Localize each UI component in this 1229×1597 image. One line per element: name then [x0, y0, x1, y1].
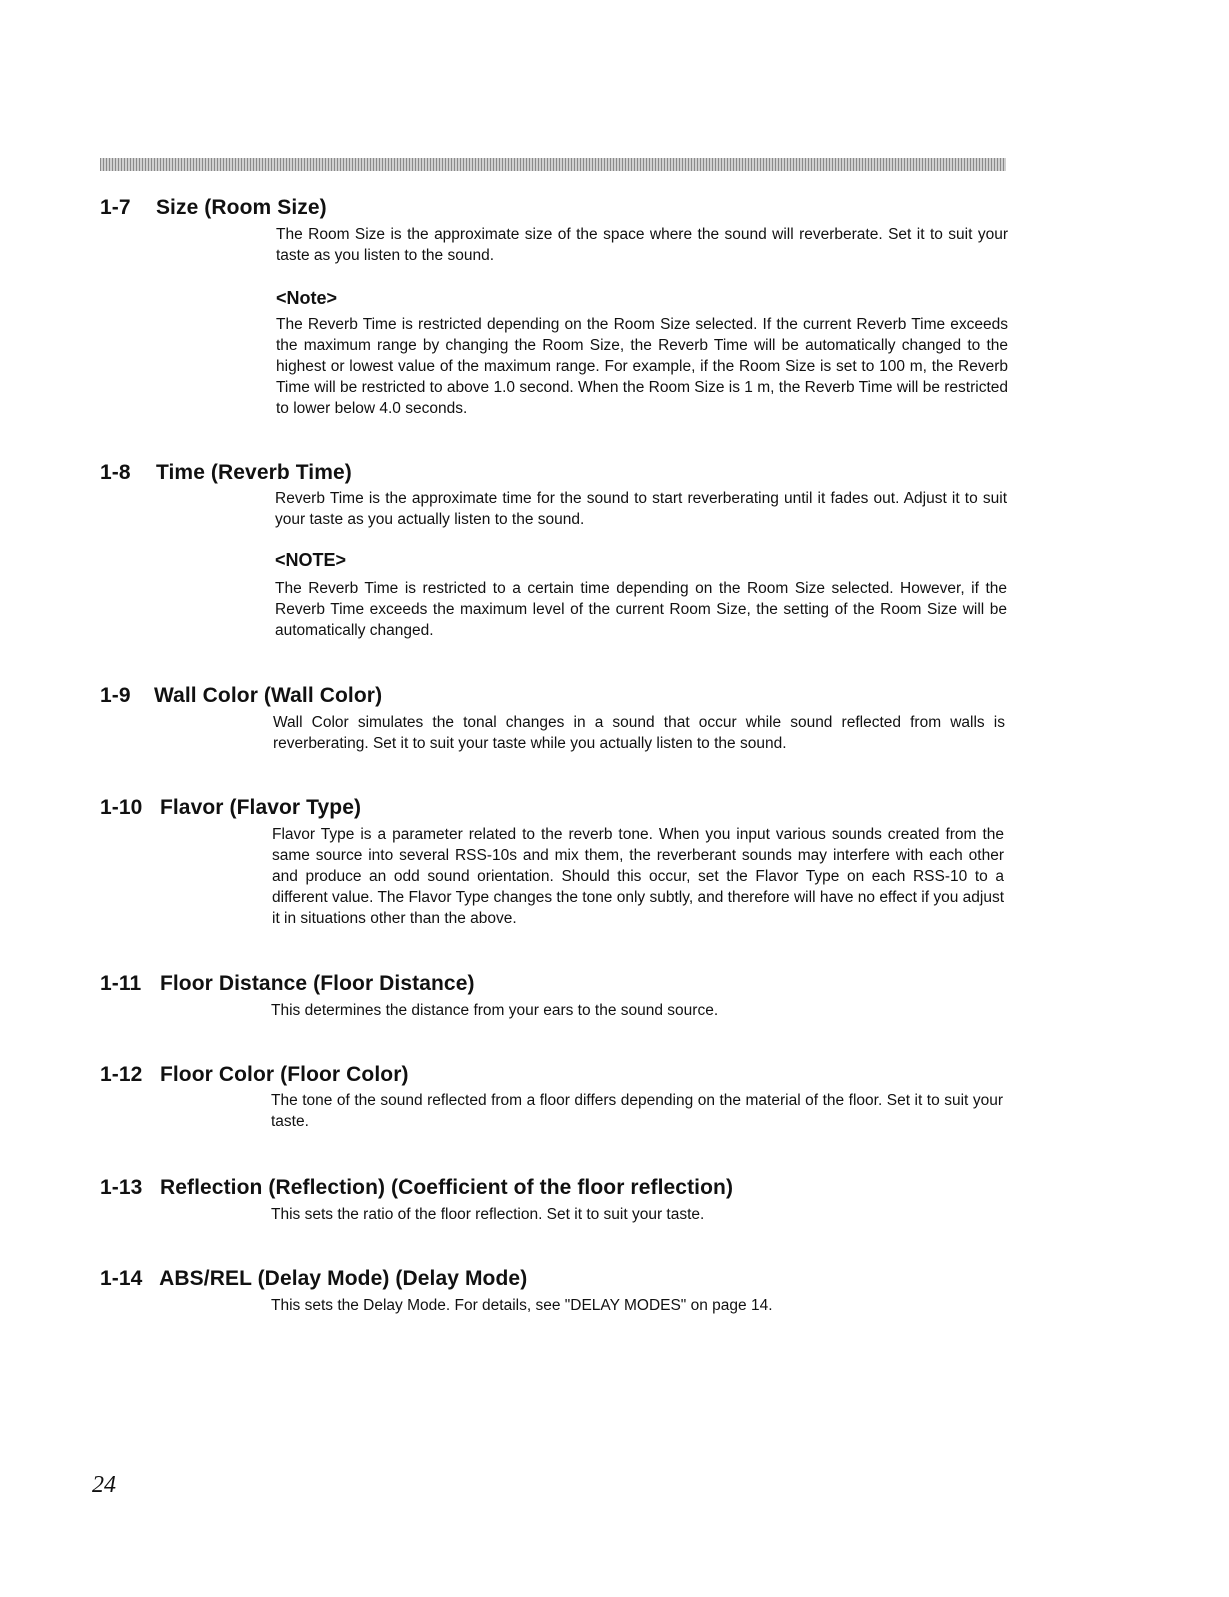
- section-number: 1-8: [100, 461, 131, 484]
- section-text: This sets the Delay Mode. For details, see "DELAY MODES" on page 14.: [271, 1297, 773, 1314]
- section-heading: [100, 1176, 733, 1200]
- section-heading: [100, 461, 352, 485]
- section-number: 1-12: [100, 1063, 143, 1086]
- section-title: Floor Distance (Floor Distance): [159, 972, 475, 995]
- section-heading: [100, 1063, 409, 1087]
- section-number: 1-9: [100, 684, 131, 707]
- section-text: The tone of the sound reflected from a floor differs depending on the material of the floor. Set it to suit your taste.: [271, 1092, 1003, 1130]
- section-title: Time (Reverb Time): [155, 461, 352, 484]
- section-number: 1-10: [100, 796, 143, 819]
- section-title: Floor Color (Floor Color): [159, 1063, 409, 1086]
- note-text: The Reverb Time is restricted to a certain time depending on the Room Size selected. However, if the Reverb Time exceeds the maximum level of the current Room Size, the setting of the Room Size will be automatically changed.: [275, 580, 1007, 639]
- section-text: Wall Color simulates the tonal changes in a sound that occur while sound reflected from walls is reverberating. Set it to suit your taste while you actually listen to the sound.: [273, 714, 1005, 752]
- section-title: Reflection (Reflection) (Coefficient of the floor reflection): [159, 1176, 734, 1199]
- note-text: The Reverb Time is restricted depending on the Room Size selected. If the current Reverb Time exceeds the maximum range by changing the Room Size, the Reverb Time will be automatically changed to the highest or lowest value of the maximum range. For example, if the Room Size is set to 100 m, the Reverb Time will be restricted to above 1.0 second. When the Room Size is 1 m, the Reverb Time will be restricted to lower below 4.0 seconds.: [276, 316, 1008, 417]
- section-title: Wall Color (Wall Color): [153, 684, 383, 707]
- section-number: 1-13: [100, 1176, 143, 1199]
- section-text: This sets the ratio of the floor reflection. Set it to suit your taste.: [271, 1206, 705, 1223]
- section-text: Flavor Type is a parameter related to the reverb tone. When you input various sounds created from the same source into several RSS-10s and mix them, the reverberant sounds may interfere with each other and produce an odd sound orientation. Should this occur, set the Flavor Type on each RSS-10 to a different value. The Flavor Type changes the tone only subtly, and therefore will have no effect if you adjust it in situations other than the above.: [272, 826, 1004, 927]
- section-heading: [100, 972, 475, 996]
- section-heading: [100, 796, 361, 820]
- section-heading: [100, 1267, 527, 1291]
- section-heading: [100, 684, 382, 708]
- note-label: <Note>: [276, 288, 338, 308]
- section-title: ABS/REL (Delay Mode) (Delay Mode): [159, 1267, 528, 1290]
- section-number: 1-11: [100, 972, 142, 995]
- header-rule: [100, 158, 1006, 171]
- section-number: 1-14: [100, 1267, 143, 1290]
- section-heading: [100, 196, 327, 220]
- note-label: <NOTE>: [275, 550, 347, 570]
- page-number: 24: [92, 1472, 116, 1498]
- section-title: Size (Room Size): [155, 196, 327, 219]
- section-text: The Room Size is the approximate size of the space where the sound will reverberate. Set it to suit your taste as you listen to the sound.: [276, 226, 1008, 264]
- section-title: Flavor (Flavor Type): [159, 796, 362, 819]
- section-number: 1-7: [100, 196, 131, 219]
- section-text: This determines the distance from your ears to the sound source.: [271, 1002, 719, 1019]
- section-text: Reverb Time is the approximate time for the sound to start reverberating until it fades out. Adjust it to suit your taste as you actually listen to the sound.: [275, 490, 1007, 528]
